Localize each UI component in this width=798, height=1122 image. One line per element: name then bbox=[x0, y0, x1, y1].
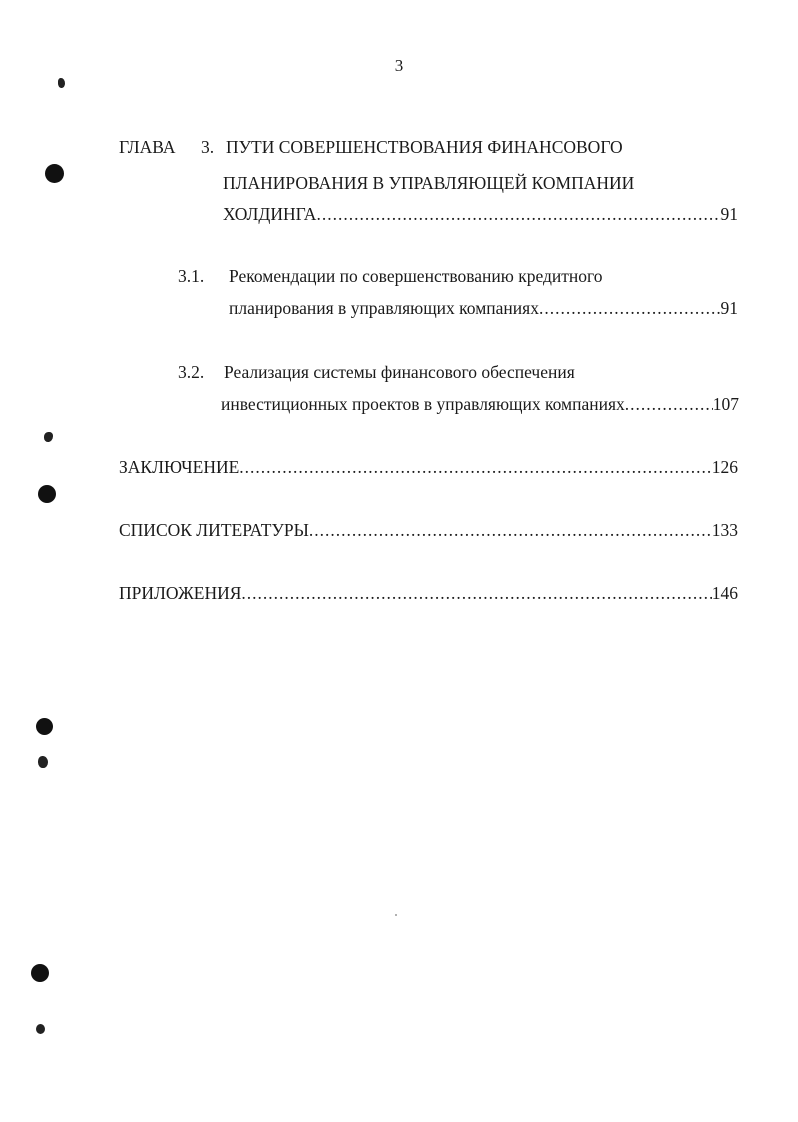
toc-entry-references[interactable] bbox=[119, 519, 738, 541]
page-ref: 107 bbox=[712, 394, 739, 414]
section-3-2-line-2: инвестиционных проектов в управляющих компаниях bbox=[221, 394, 625, 414]
page-ref: 91 bbox=[720, 204, 738, 224]
dot-leader bbox=[625, 393, 713, 415]
page-ref: 133 bbox=[711, 520, 738, 540]
toc-entry-section-3-2[interactable] bbox=[221, 393, 739, 415]
toc-entry-appendices[interactable] bbox=[119, 582, 738, 604]
dot-leader bbox=[539, 297, 721, 319]
page-number: 3 bbox=[394, 56, 404, 75]
references-label: СПИСОК ЛИТЕРАТУРЫ bbox=[119, 520, 309, 540]
binder-hole-mark bbox=[45, 164, 64, 183]
conclusion-label: ЗАКЛЮЧЕНИЕ bbox=[119, 457, 240, 477]
page-ref: 146 bbox=[711, 583, 738, 603]
binder-hole-mark bbox=[38, 485, 56, 503]
scan-dust bbox=[395, 914, 397, 916]
dot-leader bbox=[239, 456, 711, 478]
dot-leader bbox=[241, 582, 711, 604]
section-3-1-number: 3.1. bbox=[178, 266, 205, 286]
scan-mark bbox=[36, 1024, 45, 1034]
chapter-title-line-2: ПЛАНИРОВАНИЯ В УПРАВЛЯЮЩЕЙ КОМПАНИИ bbox=[223, 173, 635, 193]
chapter-label-word: ГЛАВА bbox=[119, 137, 176, 157]
toc-entry-section-3-1[interactable] bbox=[229, 297, 738, 319]
binder-hole-mark bbox=[31, 964, 49, 982]
page-ref: 91 bbox=[720, 298, 738, 318]
binder-hole-mark bbox=[36, 718, 53, 735]
chapter-label bbox=[119, 136, 176, 158]
section-3-1-line-2: планирования в управляющих компаниях bbox=[229, 298, 539, 318]
toc-entry-chapter-3[interactable] bbox=[223, 203, 738, 225]
appendices-label: ПРИЛОЖЕНИЯ bbox=[119, 583, 242, 603]
page-ref: 126 bbox=[711, 457, 738, 477]
scan-mark bbox=[58, 78, 65, 88]
section-3-2-line-1: Реализация системы финансового обеспечения bbox=[224, 362, 575, 382]
section-3-1-line-1: Рекомендации по совершенствованию кредитного bbox=[229, 266, 603, 286]
section-3-2-number: 3.2. bbox=[178, 362, 205, 382]
scan-mark bbox=[38, 756, 48, 768]
chapter-title-line-1: ПУТИ СОВЕРШЕНСТВОВАНИЯ ФИНАНСОВОГО bbox=[226, 137, 623, 157]
scan-mark bbox=[44, 432, 53, 442]
chapter-title-line-3: ХОЛДИНГА bbox=[223, 204, 317, 224]
dot-leader bbox=[316, 203, 720, 225]
toc-entry-conclusion[interactable] bbox=[119, 456, 738, 478]
chapter-number: 3. bbox=[201, 137, 215, 157]
dot-leader bbox=[309, 519, 712, 541]
